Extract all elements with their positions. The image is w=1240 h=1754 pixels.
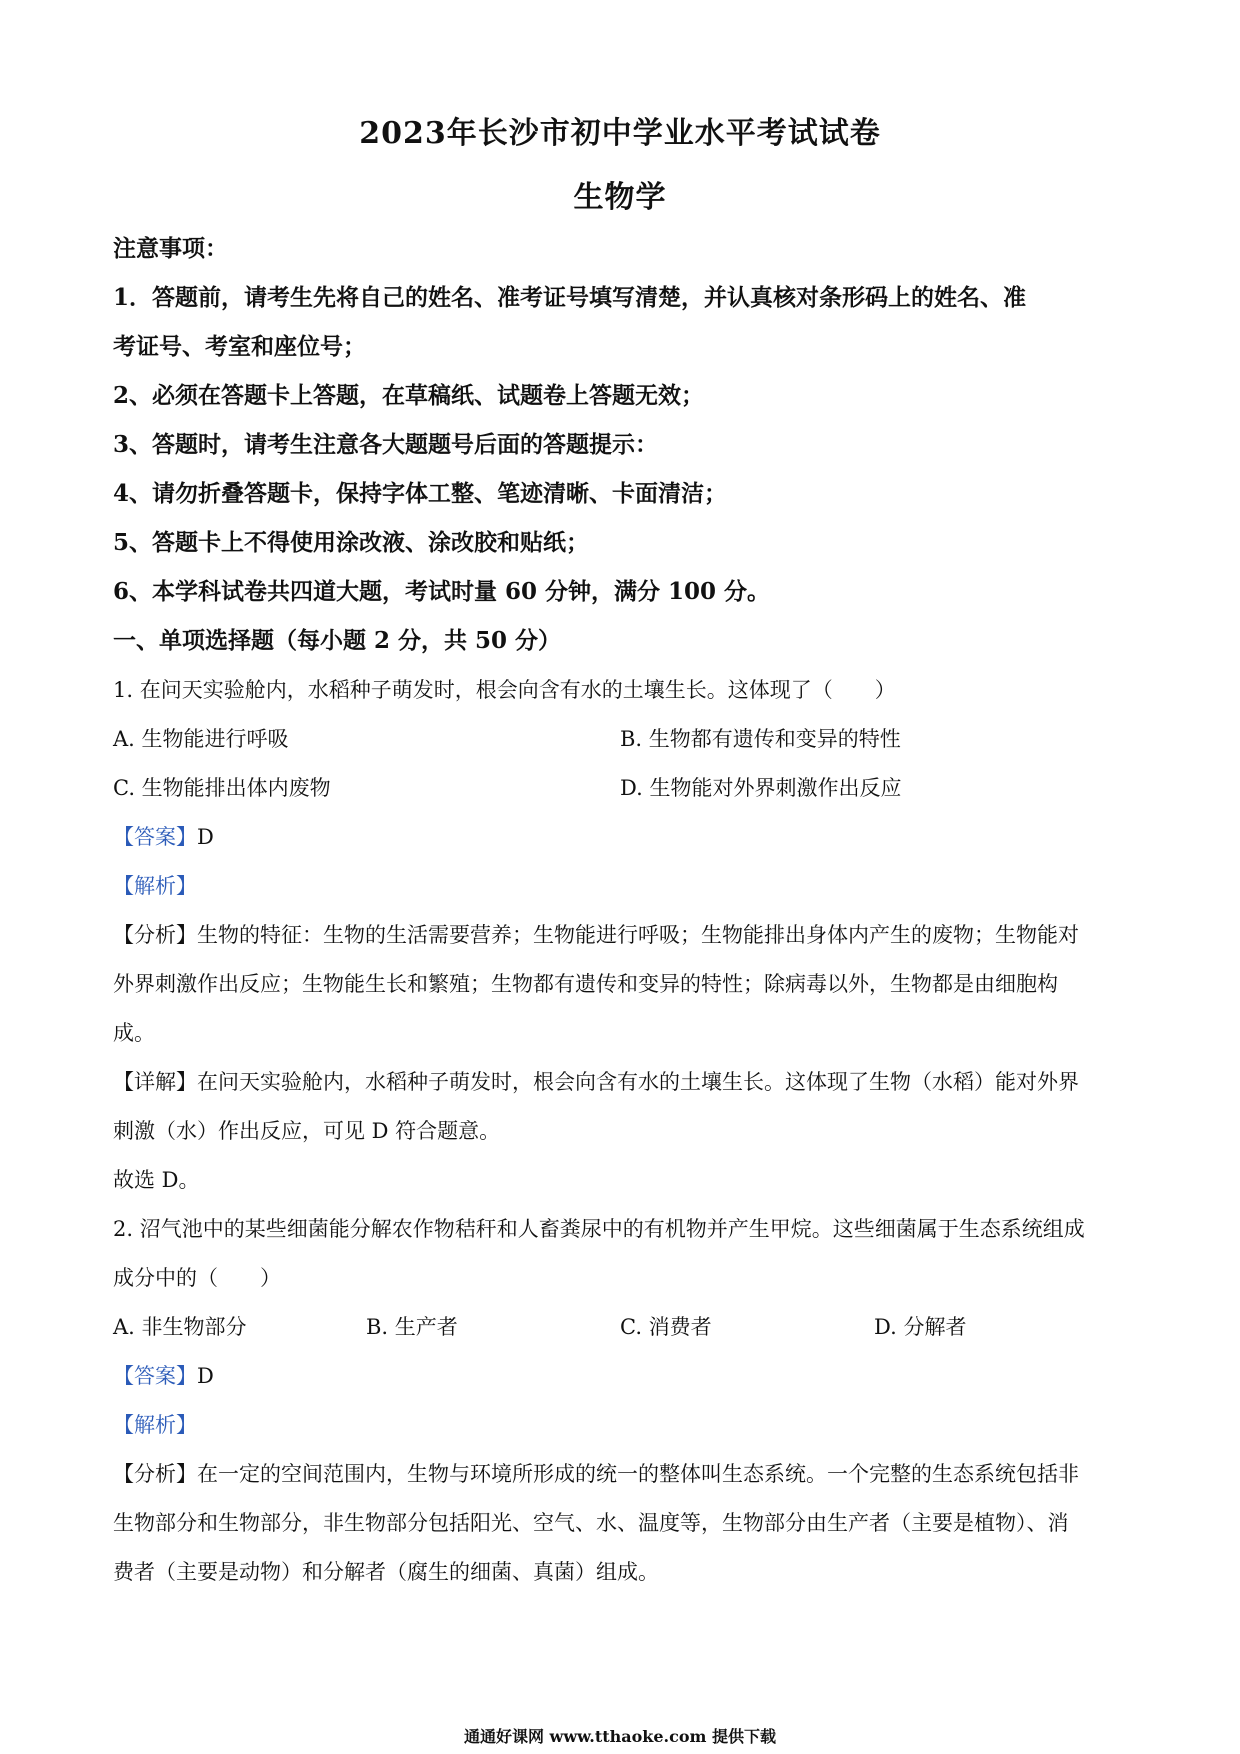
notice-line: 3、答题时，请考生注意各大题题号后面的答题提示： — [113, 431, 659, 458]
q1-answer — [113, 823, 214, 851]
question-2-stem: 2. 沼气池中的某些细菌能分解农作物秸秆和人畜粪尿中的有机物并产生甲烷。这些细菌属于生态系统组成 — [113, 1217, 1085, 1241]
q1-fenxi-line: 【分析】生物的特征：生物的生活需要营养；生物能进行呼吸；生物能排出身体内产生的废物；生物能对 — [113, 923, 1079, 947]
q2-option-d: D. 分解者 — [874, 1315, 967, 1339]
answer-value: D — [197, 1364, 214, 1388]
notice-line: 5、答题卡上不得使用涂改液、涂改胶和贴纸； — [113, 529, 590, 556]
q2-option-a: A. 非生物部分 — [113, 1315, 247, 1339]
notice-heading: 注意事项： — [113, 235, 228, 262]
notice-line: 4、请勿折叠答题卡，保持字体工整、笔迹清晰、卡面清洁； — [113, 480, 728, 507]
notice-line: 1．答题前，请考生先将自己的姓名、准考证号填写清楚，并认真核对条形码上的姓名、准 — [113, 284, 1027, 311]
q1-conclusion: 故选 D。 — [113, 1168, 200, 1192]
q2-analysis-tag: 【解析】 — [113, 1413, 197, 1437]
q2-fenxi-line: 费者（主要是动物）和分解者（腐生的细菌、真菌）组成。 — [113, 1560, 659, 1584]
q2-fenxi-line: 生物部分和生物部分，非生物部分包括阳光、空气、水、温度等，生物部分由生产者（主要是植物）、消 — [113, 1511, 1069, 1535]
q1-analysis-tag: 【解析】 — [113, 874, 197, 898]
notice-line: 2、必须在答题卡上答题，在草稿纸、试题卷上答题无效； — [113, 382, 705, 409]
q2-option-b: B. 生产者 — [366, 1315, 458, 1339]
q2-option-c: C. 消费者 — [620, 1315, 712, 1339]
page-footer: 通通好课网 www.tthaoke.com 提供下载 — [463, 1727, 777, 1746]
answer-tag: 【答案】 — [113, 1364, 197, 1388]
question-1-stem: 1. 在问天实验舱内，水稻种子萌发时，根会向含有水的土壤生长。这体现了（ ） — [113, 678, 896, 702]
answer-value: D — [197, 825, 214, 849]
question-2-stem: 成分中的（ ） — [113, 1266, 281, 1290]
q1-fenxi-line: 成。 — [113, 1021, 155, 1045]
q2-answer — [113, 1362, 214, 1390]
notice-line: 6、本学科试卷共四道大题，考试时量 60 分钟，满分 100 分。 — [113, 578, 771, 605]
q1-option-b: B. 生物都有遗传和变异的特性 — [620, 727, 901, 751]
q1-option-d: D. 生物能对外界刺激作出反应 — [620, 776, 902, 800]
exam-subject: 生物学 — [573, 180, 667, 215]
answer-tag: 【答案】 — [113, 825, 197, 849]
q1-option-c: C. 生物能排出体内废物 — [113, 776, 331, 800]
q1-option-a: A. 生物能进行呼吸 — [113, 727, 289, 751]
q2-fenxi-line: 【分析】在一定的空间范围内，生物与环境所形成的统一的整体叫生态系统。一个完整的生态系统包括非 — [113, 1462, 1079, 1486]
q1-detail-line: 刺激（水）作出反应，可见 D 符合题意。 — [113, 1119, 501, 1143]
section-heading: 一、单项选择题（每小题 2 分，共 50 分） — [113, 627, 562, 654]
q1-detail-line: 【详解】在问天实验舱内，水稻种子萌发时，根会向含有水的土壤生长。这体现了生物（水稻）能对外界 — [113, 1070, 1079, 1094]
notice-line: 考证号、考室和座位号； — [113, 333, 366, 360]
q1-fenxi-line: 外界刺激作出反应；生物能生长和繁殖；生物都有遗传和变异的特性；除病毒以外，生物都是由细胞构 — [113, 972, 1058, 996]
exam-title: 2023年长沙市初中学业水平考试试卷 — [359, 116, 881, 151]
